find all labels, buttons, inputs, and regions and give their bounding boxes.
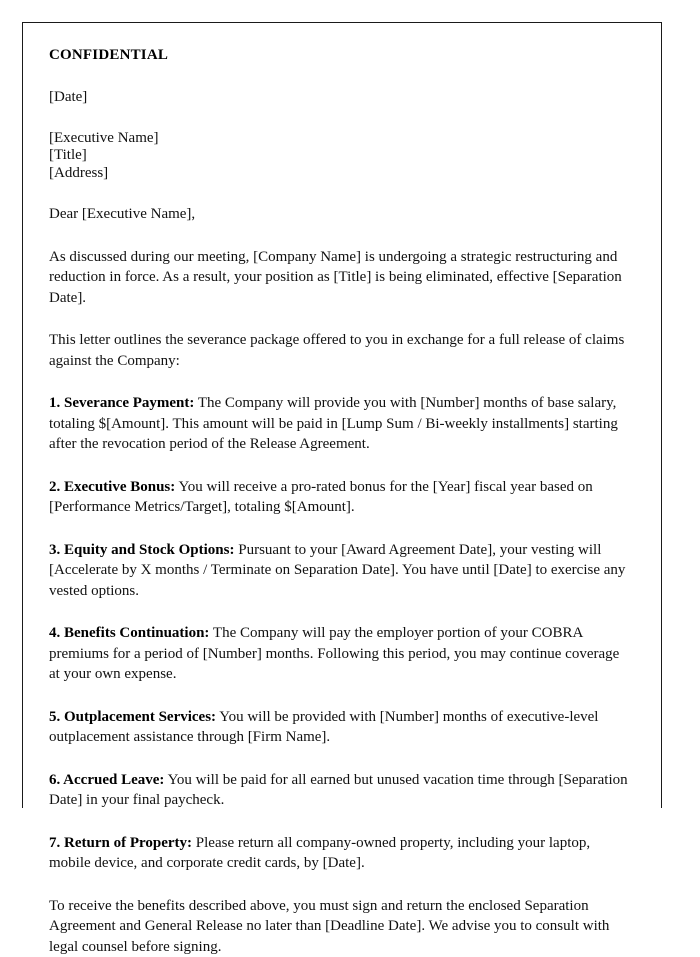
clause-text: Pursuant to your [Award Agreement Date], your vesting will [Accelerate by X months / Terminate on Separation Date]. You have until [Date] to exercise any vested options.	[49, 542, 625, 599]
clause-label: 3. Equity and Stock Options:	[49, 542, 234, 558]
document-page	[22, 22, 662, 808]
clause-label: 6. Accrued Leave:	[49, 772, 164, 788]
clause-equity-and-stock-options	[49, 540, 633, 602]
clause-accrued-leave	[49, 770, 633, 811]
salutation: Dear [Executive Name],	[49, 204, 633, 225]
clause-text: You will receive a pro-rated bonus for the [Year] fiscal year based on [Performance Metrics/Target], totaling $[Amount].	[49, 479, 593, 516]
clause-severance-payment	[49, 393, 633, 455]
recipient-block	[49, 130, 633, 183]
closing-paragraph: To receive the benefits described above, you must sign and return the enclosed Separation Agreement and General Release no later than [Deadline Date]. We advise you to consult with legal counsel before signing.	[49, 896, 633, 957]
clause-outplacement-services	[49, 707, 633, 748]
date-line: [Date]	[49, 87, 633, 108]
recipient-address: [Address]	[49, 165, 633, 183]
clause-label: 4. Benefits Continuation:	[49, 625, 209, 641]
clause-text: You will be provided with [Number] months of executive-level outplacement assistance through [Firm Name].	[49, 709, 598, 746]
recipient-title: [Title]	[49, 147, 633, 165]
recipient-name: [Executive Name]	[49, 130, 633, 148]
clause-return-of-property	[49, 833, 633, 874]
clause-benefits-continuation	[49, 623, 633, 685]
intro-paragraph: As discussed during our meeting, [Company Name] is undergoing a strategic restructuring and reduction in force. As a result, your position as [Title] is being eliminated, effective [Separation Date].	[49, 247, 633, 309]
document-body	[49, 45, 633, 957]
clause-executive-bonus	[49, 477, 633, 518]
clause-text: Please return all company-owned property, including your laptop, mobile device, and corporate credit cards, by [Date].	[49, 835, 590, 872]
clause-label: 7. Return of Property:	[49, 835, 192, 851]
clause-label: 1. Severance Payment:	[49, 395, 194, 411]
confidential-heading: CONFIDENTIAL	[49, 45, 633, 65]
clause-text: The Company will provide you with [Number] months of base salary, totaling $[Amount]. This amount will be paid in [Lump Sum / Bi-weekly installments] starting after the revocation period of the Release Agreement.	[49, 395, 618, 452]
clause-label: 2. Executive Bonus:	[49, 479, 175, 495]
clause-text: The Company will pay the employer portion of your COBRA premiums for a period of [Number] months. Following this period, you may continue coverage at your own expense.	[49, 625, 619, 682]
clause-text: You will be paid for all earned but unused vacation time through [Separation Date] in your final paycheck.	[49, 772, 628, 809]
clause-label: 5. Outplacement Services:	[49, 709, 216, 725]
purpose-paragraph: This letter outlines the severance package offered to you in exchange for a full release of claims against the Company:	[49, 330, 633, 371]
